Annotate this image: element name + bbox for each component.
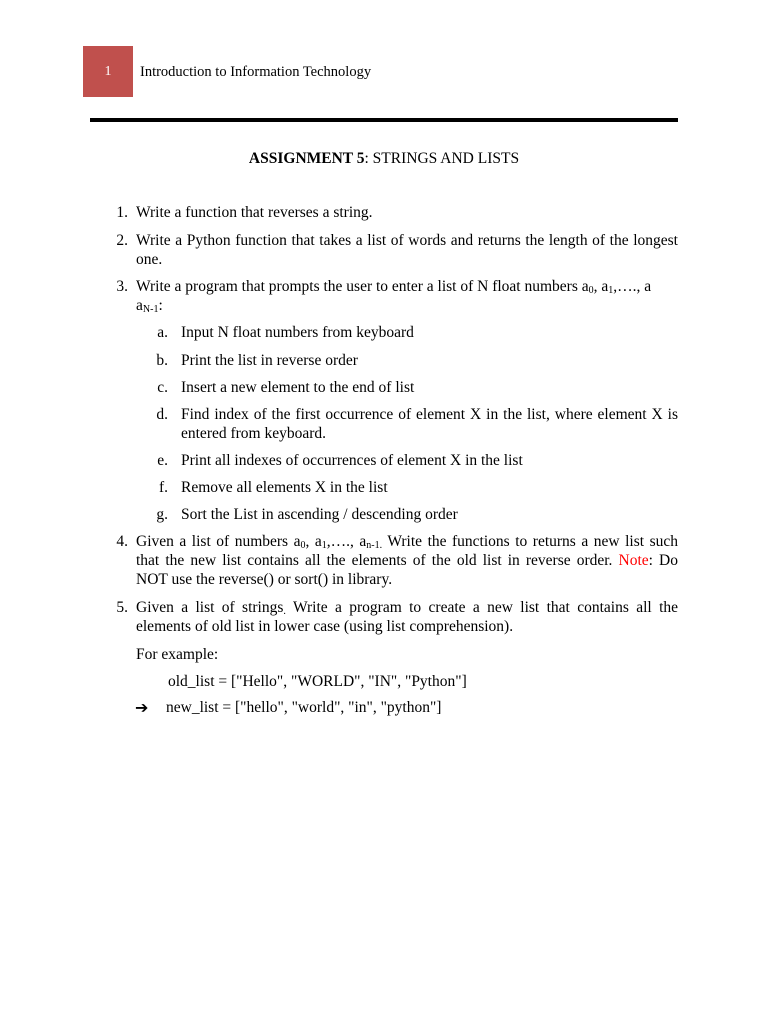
assignment-title — [90, 150, 678, 168]
sub-item-number: f. — [158, 479, 168, 496]
page-number: 1 — [104, 63, 112, 79]
sub-item-text: Remove all elements X in the list — [181, 479, 388, 496]
sub-item-number: d. — [156, 406, 168, 423]
header-title: Introduction to Information Technology — [140, 64, 372, 80]
new-list-code: new_list = ["hello", "world", "in", "python"] — [166, 699, 442, 716]
sub-item-number: a. — [157, 324, 168, 341]
item-number: 4. — [116, 533, 128, 550]
item-text: Write a Python function that takes a list of words and returns the length of the longest one. — [136, 232, 678, 268]
item-number: 3. — [116, 278, 128, 295]
item-text: Given a list of numbers $a_0$, $a_1,\dots$., $a_{n-1.}$ Write the functions to returns a new list such that the new list contains all the elements of the old list in reverse order. Note: Do NOT use the reverse() or sort() in library. — [136, 533, 678, 588]
sub-item-text: Sort the List in ascending / descending order — [181, 506, 458, 523]
sub-item-number: b. — [156, 352, 168, 369]
item-number: 1. — [116, 204, 128, 221]
item-number: 5. — [116, 599, 128, 616]
item-text: Given a list of strings$_.$ Write a program to create a new list that contains all the elements of old list in lower case (using list comprehension). — [136, 599, 679, 635]
assignment-label: ASSIGNMENT 5 — [248, 150, 365, 167]
old-list-code: old_list = ["Hello", "WORLD", "IN", "Python"] — [168, 673, 467, 690]
note-label: Note — [618, 552, 649, 569]
sub-item-number: e. — [157, 452, 168, 469]
item-text: Write a function that reverses a string. — [136, 204, 373, 221]
sub-item-number: g. — [156, 506, 168, 523]
assignment-topic: : STRINGS AND LISTS — [364, 150, 520, 167]
sub-item-text: Print all indexes of occurrences of element X in the list — [181, 452, 523, 469]
sub-item-text: Input N float numbers from keyboard — [181, 324, 414, 341]
sub-item-text: Find index of the first occurrence of element X in the list, where element X is entered from keyboard. — [181, 406, 678, 442]
item-text: Write a program that prompts the user to enter a list of N float numbers $a_0$, $a_1,\dots$., a $a_{N-1}$: — [136, 278, 652, 315]
page-number-badge — [83, 46, 133, 97]
sub-item-number: c. — [157, 379, 168, 396]
arrow-right-icon: ➔ — [135, 698, 149, 717]
sub-item-text: Print the list in reverse order — [181, 352, 358, 369]
example-label: For example: — [136, 646, 219, 663]
item-number: 2. — [116, 232, 128, 249]
sub-item-text: Insert a new element to the end of list — [181, 379, 415, 396]
header-rule — [90, 118, 678, 122]
